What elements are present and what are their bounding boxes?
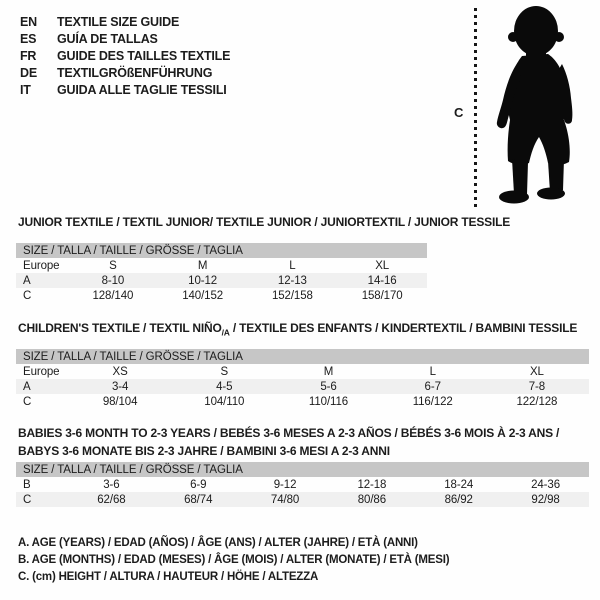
table-cell: 74/80 (270, 493, 300, 506)
table-cell: 24-36 (531, 478, 561, 491)
table-cell: 7-8 (528, 380, 546, 393)
row-label: B (23, 478, 31, 491)
table-cell: 110/116 (308, 395, 349, 408)
lang-row-de (20, 64, 230, 81)
table-cell: 158/170 (361, 289, 403, 302)
lang-title: TEXTILGRÖßENFÜHRUNG (57, 65, 213, 80)
size-header-bar: SIZE / TALLA / TAILLE / GRÖSSE / TAGLIA (16, 349, 589, 364)
table-cell: 152/158 (271, 289, 313, 302)
lang-title: GUÍA DE TALLAS (57, 31, 158, 46)
junior-table-title: JUNIOR TEXTILE / TEXTIL JUNIOR/ TEXTILE JUNIOR / JUNIORTEXTIL / JUNIOR TESSILE (18, 215, 511, 229)
table-row (16, 477, 589, 492)
table-row (16, 258, 427, 273)
table-cell: S (220, 365, 229, 378)
lang-code: IT (20, 82, 31, 97)
size-header-bar: SIZE / TALLA / TAILLE / GRÖSSE / TAGLIA (16, 462, 589, 477)
lang-code: DE (20, 65, 37, 80)
table-cell: 92/98 (531, 493, 560, 506)
table-cell: 12-13 (277, 274, 307, 287)
lang-title: GUIDA ALLE TAGLIE TESSILI (57, 82, 227, 97)
row-label: Europe (23, 365, 60, 378)
table-cell: 128/140 (92, 289, 134, 302)
children-table-title (18, 321, 577, 337)
row-label: Europe (23, 259, 60, 272)
table-cell: 18-24 (444, 478, 474, 491)
row-label: C (23, 493, 32, 506)
table-cell: 12-18 (357, 478, 387, 491)
lang-row-es (20, 30, 230, 47)
table-cell: 98/104 (102, 395, 138, 408)
lang-title: TEXTILE SIZE GUIDE (57, 14, 180, 29)
row-label: C (23, 289, 32, 302)
lang-code: ES (20, 31, 37, 46)
babies-table-title (18, 424, 559, 460)
footnote-c: C. (cm) HEIGHT / ALTURA / HAUTEUR / HÖHE / ALTEZZA (18, 571, 319, 583)
table-cell: 86/92 (444, 493, 473, 506)
junior-size-table (16, 243, 427, 303)
table-cell: 6-7 (424, 380, 441, 393)
lang-code: EN (20, 14, 37, 29)
table-cell: XL (375, 259, 390, 272)
table-cell: XL (529, 365, 544, 378)
table-cell: 14-16 (367, 274, 397, 287)
lang-row-fr (20, 47, 230, 64)
table-cell: 10-12 (188, 274, 218, 287)
table-cell: M (323, 365, 334, 378)
lang-row-en (20, 13, 230, 30)
table-cell: 4-5 (216, 380, 233, 393)
table-cell: 3-6 (103, 478, 120, 491)
children-title-prefix: CHILDREN'S TEXTILE / TEXTIL NIÑO (18, 321, 222, 335)
table-cell: L (289, 259, 296, 272)
table-cell: L (429, 365, 436, 378)
table-row (16, 364, 589, 379)
table-cell: S (109, 259, 117, 272)
footnote-b: B. AGE (MONTHS) / EDAD (MESES) / ÂGE (MOIS) / ALTER (MONATE) / ETÀ (MESI) (18, 554, 450, 566)
table-row (16, 273, 427, 288)
lang-row-it (20, 81, 230, 98)
table-cell: 62/68 (97, 493, 126, 506)
toddler-silhouette (482, 4, 594, 206)
children-size-table (16, 349, 589, 409)
height-measure-dotted-line (474, 8, 477, 208)
table-cell: XS (112, 365, 128, 378)
legend-footnotes (18, 535, 449, 586)
table-cell: 9-12 (273, 478, 297, 491)
height-figure (448, 4, 598, 210)
babies-title-line2: BABYS 3-6 MONATE BIS 2-3 JAHRE / BAMBINI 3-6 MESI A 2-3 ANNI (18, 444, 390, 458)
row-label: A (23, 274, 31, 287)
table-cell: 3-4 (111, 380, 129, 393)
table-row (16, 288, 427, 303)
table-cell: 68/74 (184, 493, 213, 506)
row-label: A (23, 380, 31, 393)
table-cell: 6-9 (190, 478, 207, 491)
table-row (16, 492, 589, 507)
table-cell: 5-6 (320, 380, 337, 393)
table-cell: 80/86 (357, 493, 387, 506)
lang-code: FR (20, 48, 37, 63)
lang-title: GUIDE DES TAILLES TEXTILE (57, 48, 231, 63)
table-cell: 122/128 (516, 395, 558, 408)
footnote-a: A. AGE (YEARS) / EDAD (AÑOS) / ÂGE (ANS) / ALTER (JAHRE) / ETÀ (ANNI) (18, 537, 418, 549)
table-cell: 8-10 (101, 274, 125, 287)
babies-size-table (16, 462, 589, 507)
row-label: C (23, 395, 32, 408)
table-cell: 140/152 (182, 289, 224, 302)
table-cell: 116/122 (412, 395, 453, 408)
table-row (16, 379, 589, 394)
language-header (20, 13, 230, 98)
children-title-sub: /A (221, 327, 230, 338)
babies-title-line1: BABIES 3-6 MONTH TO 2-3 YEARS / BEBÉS 3-6 MESES A 2-3 AÑOS / BÉBÉS 3-6 MOIS À 2-3 ANS / (18, 426, 560, 440)
size-header-bar: SIZE / TALLA / TAILLE / GRÖSSE / TAGLIA (16, 243, 427, 258)
table-cell: M (197, 259, 208, 272)
children-title-suffix: / TEXTILE DES ENFANTS / KINDERTEXTIL / BAMBINI TESSILE (229, 321, 578, 335)
height-measure-label: C (454, 105, 464, 120)
table-row (16, 394, 589, 409)
table-cell: 104/110 (204, 395, 245, 408)
